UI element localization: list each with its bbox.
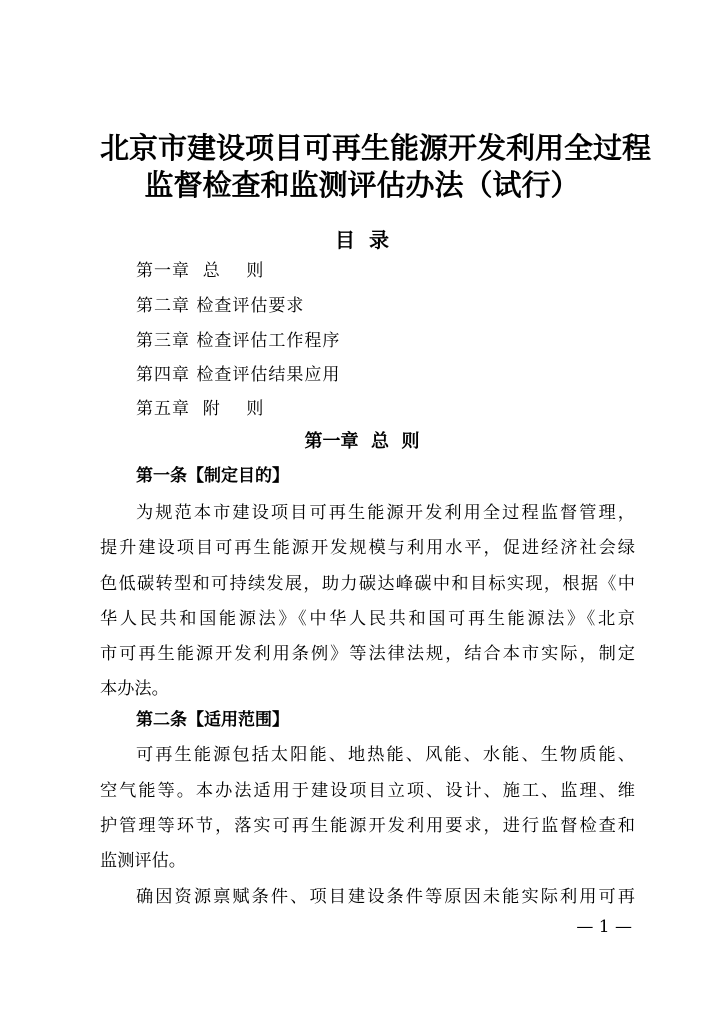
toc-item-chapter-2: 第二章 检查评估要求 [136, 296, 305, 316]
article-1-line: 市可再生能源开发利用条例》等法律法规，结合本市实际，制定 [100, 644, 635, 664]
document-title-line-1: 北京市建设项目可再生能源开发利用全过程 [100, 131, 652, 165]
toc-item-chapter-1: 第一章 总 则 [136, 261, 265, 281]
article-1-line: 色低碳转型和可持续发展，助力碳达峰碳中和目标实现，根据《中 [100, 574, 635, 594]
article-1-line: 为规范本市建设项目可再生能源开发利用全过程监督管理， [136, 503, 635, 523]
toc-item-chapter-4: 第四章 检查评估结果应用 [136, 365, 341, 385]
article-1-heading: 第一条【制定目的】 [136, 466, 289, 486]
toc-heading: 目 录 [335, 228, 389, 252]
article-2-line: 可再生能源包括太阳能、地热能、风能、水能、生物质能、 [136, 745, 635, 765]
article-2-line: 空气能等。本办法适用于建设项目立项、设计、施工、监理、维 [100, 781, 635, 801]
article-2-heading: 第二条【适用范围】 [136, 710, 289, 730]
article-1-line: 华人民共和国能源法》《中华人民共和国可再生能源法》《北京 [100, 609, 635, 629]
chapter-1-heading: 第一章 总 则 [304, 431, 420, 452]
toc-item-chapter-5: 第五章 附 则 [136, 399, 265, 419]
document-title-line-2: 监督检查和监测评估办法（试行） [144, 168, 580, 202]
article-2-continuation-line: 确因资源禀赋条件、项目建设条件等原因未能实际利用可再 [136, 887, 635, 907]
article-2-line: 监测评估。 [100, 851, 186, 871]
article-1-line: 提升建设项目可再生能源开发规模与利用水平，促进经济社会绿 [100, 538, 635, 558]
page-number: — 1 — [576, 917, 632, 937]
article-1-line: 本办法。 [100, 679, 169, 699]
article-2-line: 护管理等环节，落实可再生能源开发利用要求，进行监督检查和 [100, 816, 635, 836]
toc-item-chapter-3: 第三章 检查评估工作程序 [136, 331, 341, 351]
